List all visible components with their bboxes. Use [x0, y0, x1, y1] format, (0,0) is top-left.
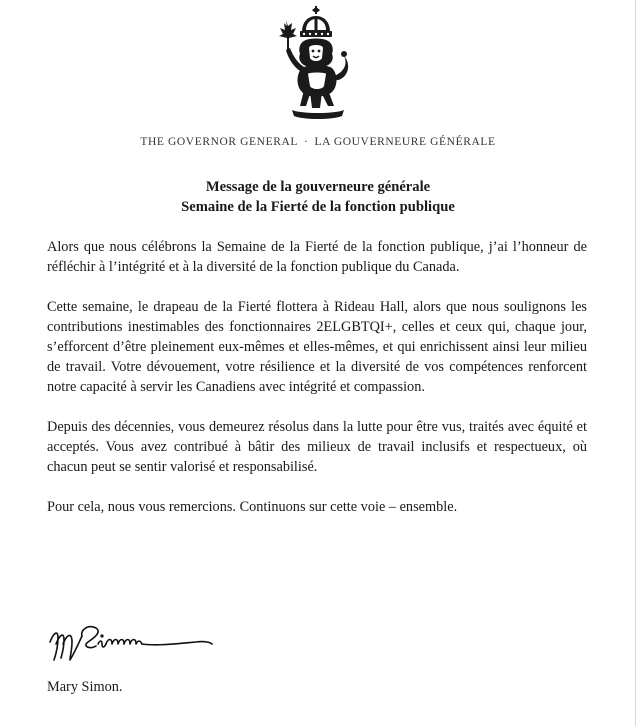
office-title — [0, 136, 636, 148]
crown-icon — [300, 6, 332, 37]
message-heading-line-1: Message de la gouverneure générale — [205, 179, 431, 195]
handwritten-signature-icon — [46, 620, 216, 666]
paragraph-2: Cette semaine, le drapeau de la Fierté flottera à Rideau Hall, alors que nous soulignons les contributions inestimables des fonctionnaires 2ELGBTQI+, celles et ceux qui, chaque jour, s’efforcent d’être pleinement eux-mêmes et elles-mêmes, et qui enrichissent ainsi leur milieu de travail. Votre dévouement, votre résilience et la diversité de vos compétences renforcent notre capacité à servir les Canadiens avec intégrité et compassion. — [47, 299, 587, 395]
signer-name: Mary Simon. — [47, 679, 123, 695]
office-title-fr: LA GOUVERNEURE GÉNÉRALE — [314, 136, 496, 148]
message-heading — [0, 177, 636, 217]
message-heading-line-2: Semaine de la Fierté de la fonction publique — [181, 199, 455, 215]
office-title-separator: · — [304, 136, 309, 148]
paragraph-3: Depuis des décennies, vous demeurez résolus dans la lutte pour être vus, traités avec équité et acceptés. Vous avez contribué à bâtir des milieux de travail inclusifs et respectueux, où chacun peut se sentir valorisé et responsabilisé. — [47, 419, 587, 475]
lion-icon — [286, 39, 348, 109]
office-title-en: THE GOVERNOR GENERAL — [140, 136, 299, 148]
viceregal-lion-crest-icon — [256, 6, 380, 126]
paragraph-1: Alors que nous célébrons la Semaine de la Fierté de la fonction publique, j’ai l’honneur de réfléchir à l’intégrité et à la diversité de la fonction publique du Canada. — [47, 239, 587, 275]
message-body — [47, 237, 587, 537]
maple-leaf-icon — [279, 20, 297, 50]
paragraph-4: Pour cela, nous vous remercions. Continuons sur cette voie – ensemble. — [47, 499, 458, 515]
